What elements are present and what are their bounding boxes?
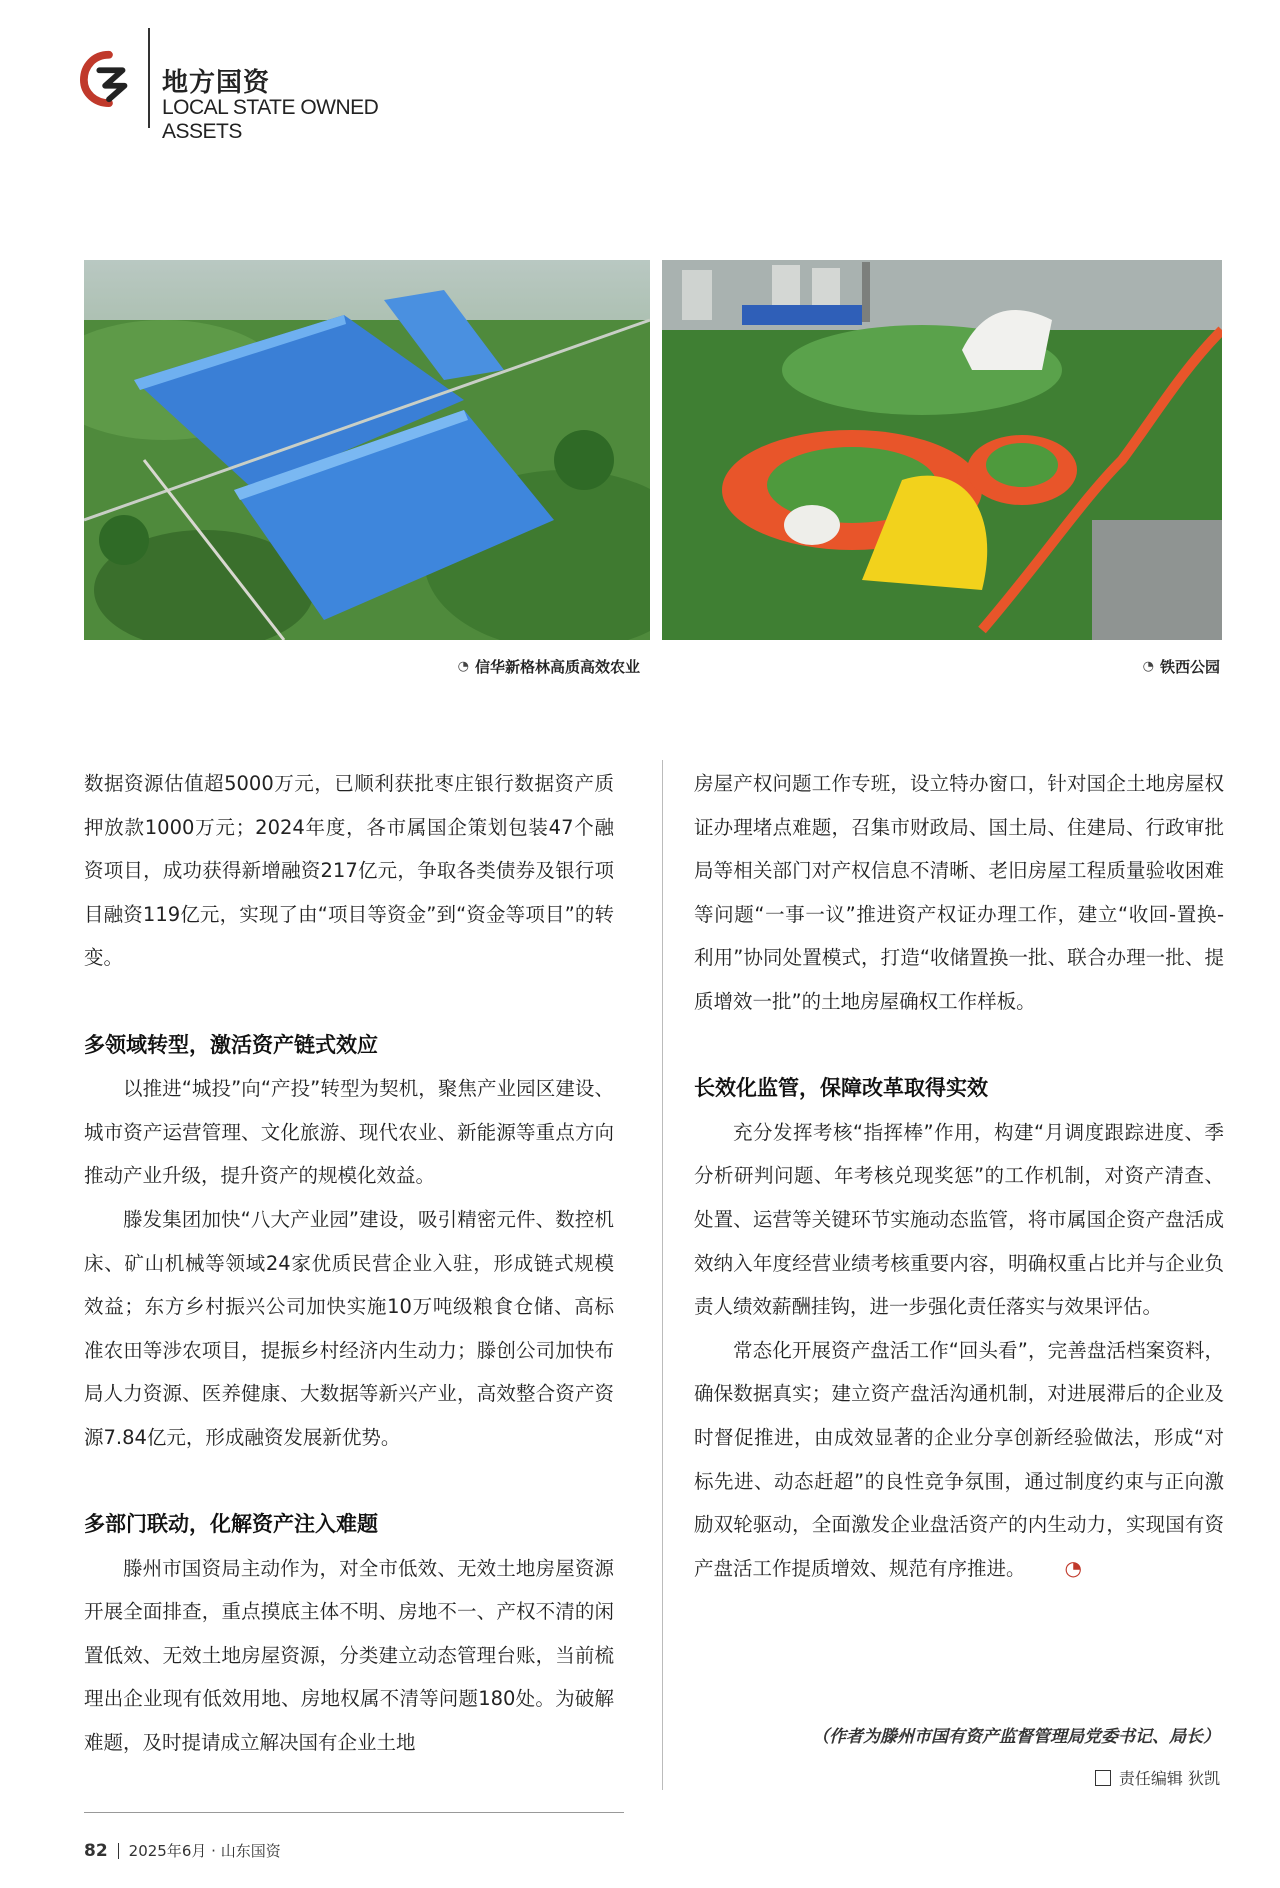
page-number: 82 [84,1840,108,1861]
paragraph-continued: 房屋产权问题工作专班，设立特办窗口，针对国企土地房屋权证办理堵点难题，召集市财政局、国土局、住建局、行政审批局等相关部门对产权信息不清晰、老旧房屋工程质量验收困难等问题“一事一议”推进资产权证办理工作，建立“收回-置换-利用”协同处置模式，打造“收储置换一批、联合办理一批、提质增效一批”的土地房屋确权工作样板。 [694,772,1224,1013]
end-mark-icon: ◔ [1064,1555,1082,1580]
paragraph: 以推进“城投”向“产投”转型为契机，聚焦产业园区建设、城市资产运营管理、文化旅游、现代农业、新能源等重点方向推动产业升级，提升资产的规模化效益。 [84,1077,614,1188]
photo-caption-left: ◔ 信华新格林高质高效农业 [457,658,640,676]
footer-separator [118,1843,119,1859]
column-subtitle: LOCAL STATE OWNED ASSETS [162,96,379,143]
section-heading: 多部门联动，化解资产注入难题 [84,1512,378,1537]
paragraph-intro: 数据资源估值超5000万元，已顺利获批枣庄银行数据资产质押放款1000万元；2024年度，各市属国企策划包装47个融资项目，成功获得新增融资217亿元，争取各类债券及银行项目融资119亿元，实现了由“项目等资金”到“资金等项目”的转变。 [84,772,614,970]
caption-logo-icon: ◔ [1142,659,1154,674]
section-heading: 多领域转型，激活资产链式效应 [84,1032,378,1057]
paragraph: 充分发挥考核“指挥棒”作用，构建“月调度跟踪进度、季分析研判问题、年考核兑现奖惩”的工作机制，对资产清查、处置、运营等关键环节实施动态监管，将市属国企资产盘活成效纳入年度经营业绩考核重要内容，明确权重占比并与企业负责人绩效薪酬挂钩，进一步强化责任落实与效果评估。 [694,1120,1224,1319]
photo-caption-right: ◔ 铁西公园 [1142,658,1220,676]
right-column [694,762,1224,1590]
caption-logo-icon: ◔ [457,659,469,674]
column-divider [662,760,663,1790]
header-divider [148,28,150,128]
footer-rule [84,1812,624,1813]
issue-info: 2025年6月 · 山东国资 [128,1842,281,1860]
square-icon [1095,1770,1111,1786]
paragraph: 滕州市国资局主动作为，对全市低效、无效土地房屋资源开展全面排查，重点摸底主体不明、房地不一、产权不清的闲置低效、无效土地房屋资源，分类建立动态管理台账，当前梳理出企业现有低效用地、房地权属不清等问题180处。为破解难题，及时提请成立解决国有企业土地 [84,1556,614,1755]
section-heading: 长效化监管，保障改革取得实效 [694,1076,988,1101]
column-title: 地方国资 [162,68,271,98]
column-header [80,28,440,143]
paragraph: 滕发集团加快“八大产业园”建设，吸引精密元件、数控机床、矿山机械等领域24家优质民营企业入驻，形成链式规模效益；东方乡村振兴公司加快实施10万吨级粮食仓储、高标准农田等涉农项目，提振乡村经济内生动力；滕创公司加快布局人力资源、医养健康、大数据等新兴产业，高效整合资产资源7.84亿元，形成融资发展新优势。 [84,1207,614,1449]
page-footer [84,1840,281,1861]
paragraph: 常态化开展资产盘活工作“回头看”，完善盘活档案资料，确保数据真实；建立资产盘活沟通机制，对进展滞后的企业及时督促推进，由成效显著的企业分享创新经验做法，形成“对标先进、动态赶超”的良性竞争氛围，通过制度约束与正向激励双轮驱动，全面激发企业盘活资产的内生动力，实现国有资产盘活工作提质增效、规范有序推进。◔ [694,1329,1224,1591]
photo-park [662,260,1222,640]
editor-credit: 责任编辑 狄凯 [1095,1766,1220,1789]
left-column [84,762,614,1765]
photo-greenhouse [84,260,650,640]
logo-icon [80,48,138,108]
author-byline: （作者为滕州市国有资产监督管理局党委书记、局长） [812,1727,1220,1747]
